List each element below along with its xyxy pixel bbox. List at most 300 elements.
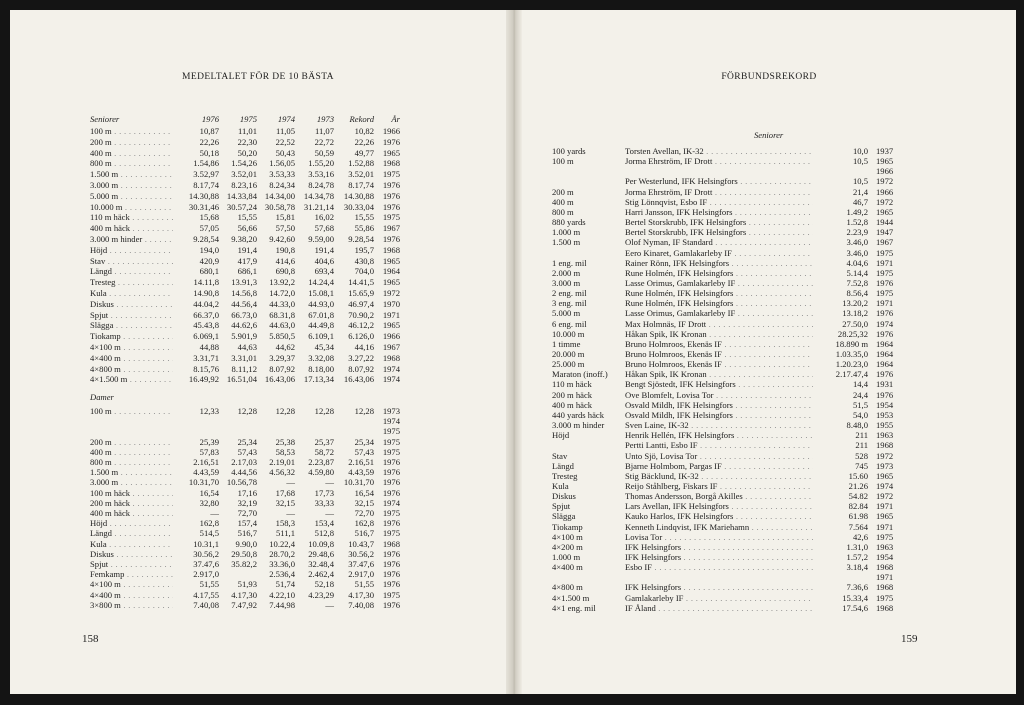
- average-value: 10,87: [199, 126, 219, 136]
- average-value: 14.41,5: [348, 277, 374, 288]
- event-label: Höjd . . .: [90, 518, 173, 529]
- average-value: 157,4: [237, 518, 257, 529]
- record-event: Tresteg: [552, 470, 578, 481]
- record-result: 10,5: [852, 156, 868, 167]
- average-value: 1967: [382, 342, 400, 352]
- average-value: 8.17,74: [348, 180, 374, 190]
- average-value: 1965: [382, 320, 400, 331]
- record-result: 211: [855, 440, 868, 451]
- event-label: Längd . . .: [90, 528, 173, 539]
- average-value: —: [325, 599, 334, 610]
- average-value: 1975: [382, 436, 400, 447]
- average-value: 1975: [382, 212, 400, 223]
- record-result: 28.25,32: [837, 328, 868, 339]
- average-value: 52,18: [314, 579, 334, 590]
- average-value: 1965: [382, 255, 400, 266]
- average-value: 12,28: [314, 406, 334, 416]
- average-value: 1973: [382, 406, 400, 416]
- average-value: 58,72: [314, 446, 334, 457]
- average-value: 16.43,06: [343, 374, 374, 385]
- event-label: 4×400 m . . .: [90, 590, 173, 601]
- average-value: 30.56,2: [193, 548, 219, 559]
- average-value: 12,28: [354, 406, 374, 416]
- average-value: 51,55: [199, 579, 219, 590]
- record-holder: Rune Holmén, IFK Helsingfors . . .: [625, 298, 813, 309]
- average-value: 1976: [382, 467, 400, 478]
- record-event: 880 yards: [552, 217, 586, 228]
- average-value: 1964: [382, 266, 400, 277]
- event-label: 800 m . . .: [90, 158, 173, 169]
- average-value: 5.901,9: [231, 331, 257, 342]
- record-holder: Olof Nyman, IF Standard . . .: [625, 237, 813, 248]
- average-value: 14.72,0: [269, 288, 295, 298]
- record-holder: Lasse Orimus, Gamlakarleby IF . . .: [625, 308, 813, 319]
- average-value: 10.22,4: [269, 538, 295, 549]
- average-value: 67.01,8: [308, 309, 334, 320]
- average-value: 14.34,78: [303, 190, 334, 201]
- average-value: 8.07,92: [269, 363, 295, 374]
- record-event: 3.000 m: [552, 277, 581, 288]
- average-value: 1974: [382, 363, 400, 374]
- record-event: 4×200 m: [552, 541, 583, 552]
- average-value: 2.462,4: [308, 569, 334, 580]
- record-year: 1971: [876, 257, 894, 268]
- average-value: 2.23,87: [308, 457, 334, 467]
- record-year: 1975: [876, 267, 894, 278]
- average-value: 14.11,8: [193, 277, 219, 288]
- event-label: 110 m häck . . .: [90, 212, 173, 223]
- average-value: 10.31,70: [188, 477, 219, 488]
- average-value: 50,18: [199, 147, 219, 158]
- average-value: 15.65,9: [348, 288, 374, 298]
- record-year: 1972: [876, 196, 894, 207]
- record-holder: Bengt Sjöstedt, IFK Helsingfors . . .: [625, 379, 813, 390]
- record-event: 400 m häck: [552, 399, 593, 410]
- average-value: 191,4: [237, 244, 257, 255]
- average-value: 7.40,08: [193, 599, 219, 610]
- average-value: 1970: [382, 298, 400, 309]
- average-value: 1966: [382, 331, 400, 342]
- average-value: 9.38,20: [231, 234, 257, 244]
- average-value: 1.55,20: [308, 158, 334, 169]
- average-value: 2.917,0: [348, 569, 374, 580]
- record-year: 1972: [876, 176, 894, 187]
- record-result: 7.36,6: [846, 582, 868, 593]
- average-value: 1976: [382, 518, 400, 529]
- record-holder: Rainer Rönn, IFK Helsingfors . . .: [625, 258, 813, 269]
- record-result: 10,5: [852, 176, 868, 187]
- record-result: 46,7: [852, 196, 868, 207]
- average-value: 1976: [382, 548, 400, 559]
- average-value: 6.126,0: [348, 331, 374, 342]
- record-holder: Lars Avellan, IFK Helsingfors . . .: [625, 501, 813, 512]
- event-label: 10.000 m . . .: [90, 202, 173, 213]
- average-value: 4.43,59: [193, 467, 219, 478]
- record-year: 1971: [876, 572, 894, 583]
- average-value: —: [210, 508, 219, 518]
- record-year: 1955: [876, 420, 894, 431]
- averages-column-header: 1975: [239, 114, 257, 124]
- average-value: 31.21,14: [303, 201, 334, 212]
- average-value: 44.49,8: [308, 320, 334, 331]
- average-value: 1974: [382, 497, 400, 508]
- average-value: —: [325, 508, 334, 518]
- average-value: 1976: [382, 487, 400, 498]
- record-year: 1964: [876, 349, 894, 359]
- left-page-header: MEDELTALET FÖR DE 10 BÄSTA: [182, 72, 334, 82]
- average-value: 11,05: [275, 126, 295, 136]
- average-value: 50,59: [314, 147, 334, 158]
- average-value: 1.52,88: [348, 158, 374, 169]
- record-result: 1.03.35,0: [835, 349, 868, 359]
- event-label: 4×400 m . . .: [90, 353, 173, 364]
- average-value: 9.28,54: [348, 234, 374, 244]
- average-value: 4.22,10: [269, 589, 295, 600]
- average-value: 4.17,30: [231, 589, 257, 600]
- record-result: 42,6: [852, 531, 868, 542]
- average-value: 32,19: [237, 497, 257, 508]
- average-value: 10,82: [354, 126, 374, 136]
- average-value: 162,8: [199, 518, 219, 529]
- average-value: 30.56,2: [348, 548, 374, 559]
- average-value: 22,26: [354, 136, 374, 147]
- women-section-heading: Damer: [90, 392, 114, 402]
- record-holder: IFK Helsingfors . . .: [625, 542, 813, 553]
- average-value: 37.47,6: [193, 559, 219, 569]
- record-result: 2.17.47,4: [835, 369, 868, 380]
- average-value: 512,8: [314, 528, 334, 539]
- average-value: 44,88: [199, 342, 219, 352]
- record-result: 82.84: [848, 501, 868, 512]
- record-result: 211: [855, 430, 868, 441]
- record-year: 1964: [876, 338, 894, 349]
- average-value: 7.47,92: [231, 599, 257, 610]
- record-holder: Pertti Lantti, Esbo IF . . .: [625, 440, 813, 451]
- average-value: 25,39: [199, 436, 219, 447]
- record-year: 1976: [876, 369, 894, 380]
- average-value: 44,62: [275, 342, 295, 352]
- event-label: Längd . . .: [90, 266, 173, 277]
- average-value: 190,8: [275, 244, 295, 255]
- average-value: 15,68: [199, 212, 219, 223]
- average-value: 3.52,01: [348, 169, 374, 180]
- average-value: 25,37: [314, 436, 334, 447]
- average-value: 15,55: [237, 212, 257, 223]
- average-value: 3.52,97: [193, 169, 219, 180]
- average-value: 72,70: [237, 508, 257, 518]
- event-label: 3×800 m . . .: [90, 600, 173, 611]
- average-value: 44,63: [237, 342, 257, 352]
- average-value: 22,52: [275, 136, 295, 147]
- record-event: 400 m: [552, 196, 574, 207]
- average-value: 44.93,0: [308, 298, 334, 309]
- record-year: 1972: [876, 491, 894, 502]
- event-label: 200 m . . .: [90, 137, 173, 148]
- record-holder: Ove Blomfelt, Lovisa Tor . . .: [625, 390, 813, 401]
- average-value: 9.28,54: [193, 234, 219, 244]
- record-result: 18.890 m: [835, 338, 868, 349]
- average-value: 1976: [382, 599, 400, 610]
- record-result: 3.46,0: [846, 247, 868, 258]
- average-value: 32,15: [275, 497, 295, 508]
- event-label: 1.500 m . . .: [90, 467, 173, 478]
- record-holder: Bertel Storskrubb, IFK Helsingfors . . .: [625, 227, 813, 238]
- average-value: 72,70: [354, 508, 374, 518]
- average-value: 51,93: [237, 579, 257, 590]
- event-label: 4×800 m . . .: [90, 364, 173, 375]
- average-value: 44.63,0: [269, 320, 295, 331]
- average-value: —: [325, 477, 334, 488]
- average-value: 1976: [382, 477, 400, 488]
- record-holder: Thomas Andersson, Borgå Akilles . . .: [625, 491, 813, 502]
- record-event: 4×400 m: [552, 562, 583, 573]
- average-value: 4.17,55: [193, 589, 219, 600]
- record-event: 6 eng. mil: [552, 318, 587, 329]
- average-value: 2.17,03: [231, 457, 257, 467]
- event-label: Kula . . .: [90, 539, 173, 550]
- event-label: 4×100 m . . .: [90, 342, 173, 353]
- average-value: 56,66: [237, 223, 257, 234]
- record-year: 1963: [876, 541, 894, 552]
- record-year: 1971: [876, 501, 894, 512]
- average-value: 16.49,92: [188, 374, 219, 385]
- record-holder: Osvald Mildh, IFK Helsingfors . . .: [625, 400, 813, 411]
- average-value: 68.31,8: [269, 309, 295, 320]
- record-year: 1975: [876, 247, 894, 258]
- event-label: Tresteg . . .: [90, 277, 173, 288]
- record-holder: IFK Helsingfors . . .: [625, 582, 813, 593]
- record-year: 1964: [876, 359, 894, 370]
- record-year: 1965: [876, 511, 894, 522]
- average-value: 10.31,1: [193, 538, 219, 549]
- average-value: 162,8: [354, 518, 374, 529]
- average-value: 8.11,12: [231, 363, 257, 374]
- event-label: 400 m häck . . .: [90, 508, 173, 519]
- average-value: 25,38: [275, 436, 295, 447]
- average-value: 1975: [382, 528, 400, 539]
- record-event: 200 m häck: [552, 389, 593, 400]
- average-value: 30.58,78: [264, 201, 295, 212]
- record-year: 1965: [876, 470, 894, 481]
- record-year: 1967: [876, 237, 894, 248]
- record-event: 2.000 m: [552, 267, 581, 278]
- record-event: Slägga: [552, 511, 576, 522]
- event-label: 400 m . . .: [90, 148, 173, 159]
- average-value: 30.57,24: [226, 201, 257, 212]
- average-value: 29.48,6: [308, 548, 334, 559]
- record-year: 1975: [876, 531, 894, 542]
- event-label: 200 m . . .: [90, 437, 173, 448]
- record-result: 8.48,0: [846, 420, 868, 431]
- event-label: 5.000 m . . .: [90, 191, 173, 202]
- record-year: 1976: [876, 308, 894, 319]
- left-page-number: 158: [82, 633, 99, 645]
- average-value: 4.56,32: [269, 467, 295, 478]
- record-result: 7.52,8: [846, 277, 868, 288]
- average-value: 57,05: [199, 223, 219, 234]
- averages-column-header: Rekord: [349, 114, 374, 124]
- average-value: 57,43: [354, 446, 374, 457]
- average-value: 3.31,71: [193, 352, 219, 363]
- record-holder: Henrik Hellén, IFK Helsingfors . . .: [625, 430, 813, 441]
- record-result: 21.26: [848, 480, 868, 491]
- event-label: 400 m häck . . .: [90, 223, 173, 234]
- left-page: [10, 10, 506, 694]
- record-year: 1965: [876, 156, 894, 167]
- average-value: 1976: [382, 569, 400, 580]
- record-event: 5.000 m: [552, 308, 581, 319]
- record-result: 8.56,4: [846, 288, 868, 299]
- average-value: 417,9: [237, 255, 257, 266]
- average-value: 9.42,60: [269, 234, 295, 244]
- average-value: 32.48,4: [308, 559, 334, 569]
- average-value: 10.43,7: [348, 538, 374, 549]
- record-result: 24,4: [852, 389, 868, 400]
- average-value: 1.56,05: [269, 158, 295, 169]
- average-value: 10.09,8: [308, 538, 334, 549]
- record-result: 21,4: [852, 186, 868, 197]
- record-event: 100 m: [552, 156, 574, 167]
- record-result: 15.33,4: [842, 592, 868, 603]
- average-value: 1976: [382, 180, 400, 190]
- average-value: 4.44,56: [231, 467, 257, 478]
- record-holder: Stig Lönnqvist, Esbo IF . . .: [625, 197, 813, 208]
- average-value: 57,83: [199, 446, 219, 457]
- average-value: 11,01: [237, 126, 257, 136]
- event-label: 4×1.500 m . . .: [90, 374, 173, 385]
- average-value: 70.90,2: [348, 309, 374, 320]
- average-value: 194,0: [199, 244, 219, 255]
- average-value: 7.40,08: [348, 599, 374, 610]
- record-event: 3.000 m hinder: [552, 420, 605, 431]
- record-result: 3.18,4: [846, 562, 868, 573]
- average-value: 514,5: [199, 528, 219, 539]
- average-value: 17,73: [314, 487, 334, 498]
- average-value: 57,50: [275, 223, 295, 234]
- record-event: 110 m häck: [552, 379, 592, 390]
- average-value: 14.90,8: [193, 288, 219, 298]
- event-label: Spjut . . .: [90, 559, 173, 570]
- record-result: 528: [855, 450, 868, 461]
- average-value: 16,54: [199, 487, 219, 498]
- record-event: 1.000 m: [552, 552, 581, 562]
- event-label: 1.500 m . . .: [90, 169, 173, 180]
- average-value: 4.59,80: [308, 467, 334, 478]
- event-label: 3.000 m hinder . . .: [90, 234, 173, 245]
- average-value: 57,43: [237, 446, 257, 457]
- record-year: 1931: [876, 379, 894, 390]
- average-value: 1974: [382, 416, 400, 427]
- average-value: 2.536,4: [269, 569, 295, 580]
- record-year: 1963: [876, 430, 894, 441]
- record-result: 10,0: [852, 146, 868, 156]
- record-holder: Per Westerlund, IFK Helsingfors . . .: [625, 176, 813, 187]
- average-value: 4.17,30: [348, 589, 374, 600]
- average-value: 1971: [382, 309, 400, 320]
- event-label: 800 m . . .: [90, 457, 173, 468]
- average-value: 14.30,88: [343, 190, 374, 201]
- record-event: Tiokamp: [552, 521, 583, 532]
- average-value: 12,28: [237, 406, 257, 416]
- record-year: 1968: [876, 602, 894, 613]
- record-event: Stav: [552, 450, 568, 461]
- record-holder: Gamlakarleby IF . . .: [625, 593, 813, 604]
- event-label: Höjd . . .: [90, 245, 173, 256]
- record-event: Längd: [552, 460, 574, 471]
- average-value: 10.31,70: [343, 477, 374, 488]
- average-value: 9.90,0: [235, 538, 257, 549]
- event-label: Diskus . . .: [90, 299, 173, 310]
- average-value: 12,33: [199, 406, 219, 416]
- record-result: 1.31,0: [846, 541, 868, 552]
- average-value: 1976: [382, 234, 400, 244]
- average-value: 37.47,6: [348, 559, 374, 569]
- average-value: 2.917,0: [193, 569, 219, 580]
- record-event: Höjd: [552, 430, 570, 441]
- record-event: 25.000 m: [552, 359, 585, 370]
- record-result: 1.57,2: [846, 552, 868, 562]
- average-value: 1976: [382, 136, 400, 147]
- record-holder: Kenneth Lindqvist, IFK Mariehamn . . .: [625, 522, 813, 533]
- event-label: 3.000 m . . .: [90, 477, 173, 488]
- average-value: 66.73,0: [231, 309, 257, 320]
- average-value: 680,1: [199, 266, 219, 277]
- average-value: 1966: [382, 126, 400, 136]
- average-value: 66.37,0: [193, 309, 219, 320]
- average-value: 16.51,04: [226, 374, 257, 385]
- event-label: Kula . . .: [90, 288, 173, 299]
- average-value: 3.53,16: [308, 169, 334, 180]
- average-value: 3.29,37: [269, 352, 295, 363]
- average-value: 32,80: [199, 497, 219, 508]
- event-label: 200 m häck . . .: [90, 498, 173, 509]
- average-value: 44.04,2: [193, 298, 219, 309]
- average-value: 14.56,8: [231, 288, 257, 298]
- average-value: 3.32,08: [308, 352, 334, 363]
- record-year: 1954: [876, 552, 894, 562]
- records-section-heading: Seniorer: [754, 130, 784, 140]
- record-event: 1.000 m: [552, 227, 581, 238]
- average-value: 1974: [382, 374, 400, 385]
- averages-column-header: År: [391, 114, 400, 124]
- average-value: 1976: [382, 201, 400, 212]
- average-value: 16.43,06: [264, 374, 295, 385]
- record-event: 10.000 m: [552, 328, 585, 339]
- record-holder: Torsten Avellan, IK-32 . . .: [625, 146, 813, 157]
- average-value: 57,68: [314, 223, 334, 234]
- record-holder: IFK Helsingfors . . .: [625, 552, 813, 563]
- record-result: 13.20,2: [842, 298, 868, 309]
- average-value: 4.23,29: [308, 589, 334, 600]
- record-result: 4.04,6: [846, 257, 868, 268]
- average-value: 15.08,1: [308, 288, 334, 298]
- record-year: 1954: [876, 399, 894, 410]
- average-value: 2.16,51: [348, 457, 374, 467]
- average-value: 8.18,00: [308, 363, 334, 374]
- average-value: 16,54: [354, 487, 374, 498]
- record-event: 1 timme: [552, 338, 581, 349]
- event-label: Slägga . . .: [90, 320, 173, 331]
- right-page-number: 159: [901, 633, 918, 645]
- record-holder: Rune Holmén, IFK Helsingfors . . .: [625, 288, 813, 299]
- record-event: 1.500 m: [552, 237, 581, 248]
- event-label: Spjut . . .: [90, 310, 173, 321]
- record-event: 20.000 m: [552, 349, 585, 359]
- average-value: 3.53,33: [269, 169, 295, 180]
- record-result: 1.20.23,0: [835, 359, 868, 370]
- average-value: 3.52,01: [231, 169, 257, 180]
- event-label: Femkamp . . .: [90, 569, 173, 580]
